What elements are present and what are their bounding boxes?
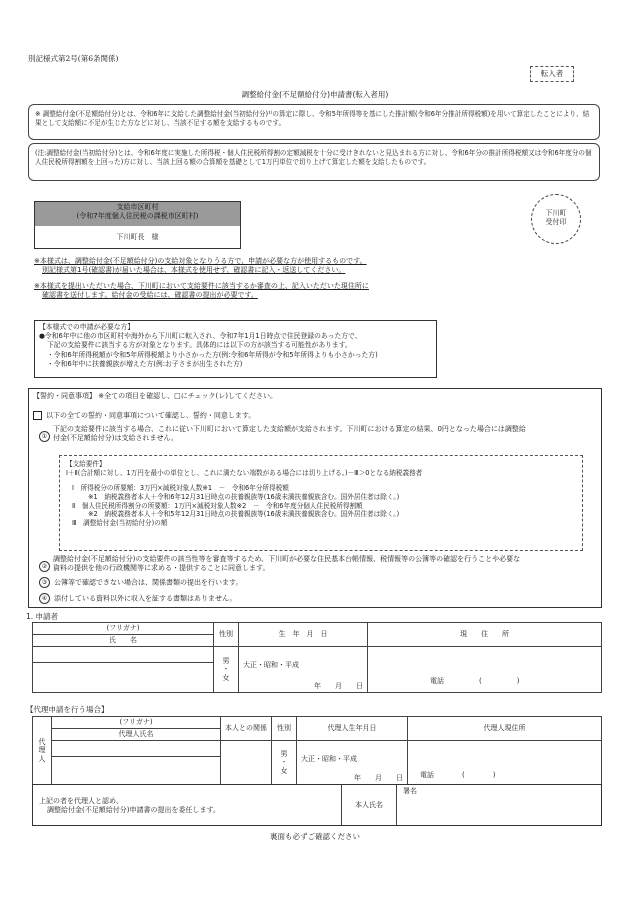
required-line-4: ・令和6年中に扶養親族が増えた方(例:お子さまが出生された方)	[47, 359, 243, 368]
instructions	[34, 257, 369, 301]
proxy-table	[32, 716, 602, 785]
applicant-section-title: 1. 申請者	[26, 612, 59, 621]
applicant-birth-input[interactable]	[239, 647, 368, 693]
address-box	[34, 201, 241, 249]
item-3	[39, 577, 242, 588]
item-1-line-b: 付金(不足額給付分)は支給されません。	[53, 434, 178, 443]
note-text-2: (注:調整給付金(当初給付分)とは、令和6年度に実施した所得税・個人住民税所得割の定額減税を十分に受けきれないと見込まれる方に対し、令和6年分の推計所得税額又は令和6年度分の個人住民税所得割額を上回った)方に対し、当該上回る額の合算額を基礎として1万円単位で切り上げて算定した額を支給したものです。	[35, 149, 592, 166]
item-2	[53, 555, 598, 574]
applicant-ymd: 年 月 日	[314, 682, 363, 691]
item-1-line-a: 下記の支給要件に該当する場合、これに従い下川町において算定した支給額が支給されます。下川町における算定の結果、0円となった場合には調整給	[53, 425, 526, 433]
applicant-birth-header: 生 年 月 日	[239, 623, 368, 647]
note-box-2	[28, 143, 600, 181]
pledge-check-row	[33, 411, 255, 421]
instruction-1: ※本様式は、調整給付金(不足額給付分)の支給対象となりうる方で、申請が必要な方が使用するものです。	[34, 257, 367, 265]
applicant-furigana-header: (フリガナ)	[33, 623, 214, 635]
applicant-name-header: 氏 名	[33, 635, 214, 647]
proxy-eras: 大正・昭和・平成	[301, 755, 357, 763]
requirement-III: Ⅲ 調整給付金(当初給付分)の額	[72, 519, 168, 528]
delegation-box	[32, 784, 602, 826]
proxy-name-input[interactable]	[52, 757, 221, 785]
proxy-sex-options[interactable]: 男 ・ 女	[272, 741, 297, 785]
item-1-number: ①	[39, 431, 50, 442]
item-3-number: ③	[39, 577, 50, 588]
applicant-address-input[interactable]	[368, 647, 602, 693]
agree-label: 以下の全ての誓約・同意事項について確認し、誓約・同意します。	[46, 411, 256, 420]
applicant-sex-header: 性別	[214, 623, 239, 647]
delegation-line-b: 調整給付金(不足額給付分)申請書の提出を委任します。	[47, 806, 220, 815]
requirement-II-note: ※2 納税義務者本人＋令和5年12月31日時点の扶養親族等(16歳未満扶養親族含む。国外居住者は除く。)	[88, 510, 400, 519]
item-1	[53, 425, 598, 444]
requirement-II: Ⅱ 個人住民税所得割分の所要額：1万円×減税対象人数※2 － 令和6年度分個人住民税所得割額	[72, 501, 363, 510]
requirements-box	[59, 455, 583, 551]
proxy-ymd: 年 月 日	[354, 774, 403, 783]
instruction-1b: 別記様式第1号(確認書)が届いた場合は、本様式を使用せず、確認書に記入・返送してください。	[42, 266, 346, 275]
item-3-text: 公簿等で確認できない場合は、関係書類の提出を行います。	[54, 578, 243, 587]
agree-checkbox[interactable]	[33, 411, 42, 420]
signature-input[interactable]	[397, 797, 597, 823]
requirement-I: Ⅰ 所得税分の所要額：3万円×減税対象人数※1 － 令和6年分所得税額	[72, 483, 289, 492]
pledge-section	[28, 388, 602, 608]
applicant-eras: 大正・昭和・平成	[243, 661, 299, 669]
item-2-line-b: 資料の提供を他の行政機関等に求める・提供することに同意します。	[53, 564, 270, 573]
footer-note: 裏面も必ずご確認ください	[270, 832, 360, 841]
proxy-section-title: 【代理申請を行う場合】	[26, 705, 109, 714]
stamp-town: 下川町	[545, 209, 567, 217]
required-title: 【本様式での申請が必要な方】	[39, 323, 135, 331]
applicant-name-input[interactable]	[33, 663, 214, 693]
proxy-name-header: 代理人氏名	[52, 729, 221, 741]
applicant-furigana-input[interactable]	[33, 647, 214, 663]
address-header	[35, 202, 240, 226]
delegation-text	[39, 797, 220, 816]
form-number: 別記様式第2号(第6条関係)	[28, 54, 119, 63]
reception-stamp	[531, 194, 581, 244]
delegation-line-a: 上記の者を代理人と認め、	[39, 797, 123, 805]
applicant-address-header: 現 住 所	[368, 623, 602, 647]
applicant-table	[32, 622, 602, 693]
proxy-birth-input[interactable]	[297, 741, 408, 785]
item-4-number: ④	[39, 593, 50, 604]
proxy-phone: 電話 ( )	[420, 770, 496, 779]
proxy-furigana-header: (フリガナ)	[52, 717, 221, 729]
signature-label: 署名	[403, 787, 417, 795]
item-4-text: 添付している資料以外に収入を証する書類はありません。	[54, 594, 237, 603]
pledge-title: 【誓約・同意事項】 ※全ての項目を確認し、□にチェック(レ)してください。	[33, 392, 277, 400]
required-box	[34, 320, 437, 378]
page-title: 調整給付金(不足額給付分)申請書(転入者用)	[241, 90, 389, 99]
applicant-phone: 電話 ( )	[430, 676, 520, 685]
proxy-sex-header: 性別	[272, 717, 297, 741]
stamp-label: 受付印	[545, 218, 567, 227]
applicant-sex-options[interactable]: 男 ・ 女	[214, 647, 239, 693]
proxy-relation-header: 本人との関係	[221, 717, 272, 741]
proxy-address-header: 代理人現住所	[408, 717, 602, 741]
note-text: ※ 調整給付金(不足額給付分)とは、令和6年に支給した調整給付金(当初給付分)¹⁾の算定に際し、令和5年所得等を基にした推計額(令和6年分推計所得税額)を用いて算定したことにより、結果として支給額に不足が生じた方などに対し、当該不足する額を支給するものです。	[35, 110, 590, 127]
proxy-furigana-input[interactable]	[52, 741, 221, 757]
requirements-title: 【支給要件】	[66, 460, 106, 468]
required-line-1: ●令和6年中に他の市区町村や海外から下川町に転入され、令和7年1月1日時点で住民登録のあった方で、	[39, 332, 362, 341]
proxy-relation-input[interactable]	[221, 741, 272, 785]
municipality-label: 支給市区町村	[116, 203, 159, 211]
self-name-label: 本人氏名	[341, 785, 397, 825]
note-box	[28, 104, 600, 140]
proxy-side-text: 代理人	[38, 737, 46, 763]
required-line-3: ・令和6年所得税額が令和5年所得税額より小さかった方(例:令和6年所得が令和5年所得よりも小さかった方)	[47, 350, 378, 359]
proxy-birth-header: 代理人生年月日	[297, 717, 408, 741]
tenyu-badge: 転入者	[530, 66, 574, 82]
item-2-line-a: 調整給付金(不足額給付分)の支給要件の該当性等を審査等するため、下川町が必要な住民基本台帳情報、税情報等の公簿等の確認を行うことや必要な	[53, 555, 521, 563]
municipality-sublabel: (令和7年度個人住民税の課税市区町村)	[76, 212, 199, 221]
proxy-side-label	[33, 717, 52, 785]
requirement-I-note: ※1 納税義務者本人＋令和6年12月31日時点の扶養親族等(16歳未満扶養親族含む。国外居住者は除く。)	[88, 492, 400, 501]
mayor-name: 下川町長 様	[116, 233, 159, 241]
required-line-2: 下記の支給要件に該当する方が対象となります。具体的には以下の方が該当する可能性があります。	[47, 341, 352, 350]
requirements-formula: Ⅰ＋Ⅱ(合計額に対し、1万円を最小の単位とし、これに満たない端数がある場合には切り上げる。)－Ⅲ＞0となる納税義務者	[66, 468, 423, 477]
instruction-2: ※本様式を提出いただいた場合、下川町において支給要件に該当するか審査の上、記入いただいた現住所に	[34, 281, 369, 290]
item-4	[39, 593, 236, 604]
instruction-2b: 確認書を送付します。給付金の受給には、確認書の提出が必要です。	[42, 291, 258, 300]
item-2-number: ②	[39, 561, 50, 572]
proxy-address-input[interactable]	[408, 741, 602, 785]
